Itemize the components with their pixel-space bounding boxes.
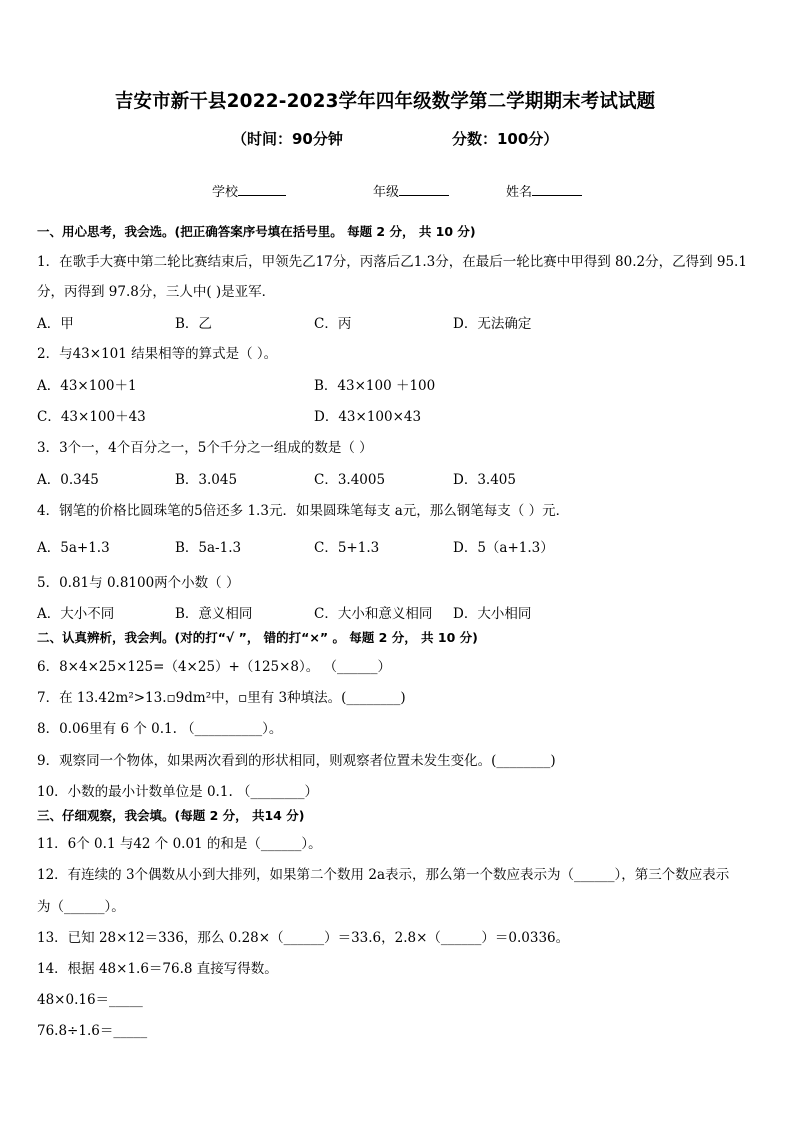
question-10: 10．小数的最小计数单位是 0.1. （________） [37, 784, 319, 800]
question-3: 3．3个一，4个百分之一，5个千分之一组成的数是（ ） [37, 440, 373, 456]
exam-score: 分数：100分） [452, 130, 559, 148]
q1-option-b[interactable]: B．乙 [175, 316, 212, 332]
question-7: 7．在 13.42m²>13.▫9dm²中，▫里有 3种填法。(________) [37, 690, 406, 706]
page-title: 吉安市新干县2022-2023学年四年级数学第二学期期末考试试题 [114, 90, 656, 112]
q5-option-b[interactable]: B．意义相同 [175, 606, 253, 622]
name-blank[interactable] [532, 182, 582, 196]
q1-option-a[interactable]: A．甲 [37, 316, 74, 332]
section-heading: 一、用心思考，我会选。(把正确答案序号填在括号里。 每题 2 分， 共 10 分) [37, 224, 476, 239]
question-1-line1: 1．在歌手大赛中第二轮比赛结束后，甲领先乙17分，丙落后乙1.3分，在最后一轮比赛中甲得到 80.2分，乙得到 95.1 [37, 254, 747, 270]
q5-option-a[interactable]: A．大小不同 [37, 606, 115, 622]
q2-option-a[interactable]: A．43×100＋1 [37, 378, 137, 394]
question-9: 9．观察同一个物体，如果两次看到的形状相同，则观察者位置未发生变化。(________) [37, 753, 556, 769]
q3-option-c[interactable]: C．3.4005 [314, 472, 386, 488]
exam-time: （时间：90分钟 [232, 130, 343, 148]
school-label: 学校 [212, 185, 239, 200]
school-blank[interactable] [238, 182, 286, 196]
question-2: 2．与43×101 结果相等的算式是（ ）。 [37, 346, 278, 362]
q4-option-c[interactable]: C．5+1.3 [314, 540, 380, 556]
section-heading: 二、认真辨析，我会判。(对的打“√ ”， 错的打“×” 。 每题 2 分， 共 10 分) [37, 630, 478, 645]
section-heading: 三、仔细观察，我会填。(每题 2 分， 共14 分) [37, 808, 305, 823]
question-4: 4．钢笔的价格比圆珠笔的5倍还多 1.3元．如果圆珠笔每支 a元，那么钢笔每支（ ）元． [37, 503, 570, 519]
question-14: 14．根据 48×1.6＝76.8 直接写得数。 [37, 961, 278, 977]
grade-field[interactable] [373, 181, 449, 200]
q4-option-b[interactable]: B．5a-1.3 [175, 540, 242, 556]
q2-option-d[interactable]: D．43×100×43 [314, 409, 422, 425]
q3-option-b[interactable]: B．3.045 [175, 472, 238, 488]
question-14-eq2: 76.8÷1.6＝_____ [37, 1023, 148, 1039]
q1-option-c[interactable]: C．丙 [314, 316, 352, 332]
q5-option-c[interactable]: C．大小和意义相同 [314, 606, 433, 622]
question-12-line1: 12．有连续的 3个偶数从小到大排列，如果第二个数用 2a表示，那么第一个数应表示为（______），第三个数应表示 [37, 867, 730, 883]
question-6: 6．8×4×25×125=（4×25）+（125×8）。 （______） [37, 659, 392, 675]
name-field[interactable] [506, 181, 582, 200]
q1-option-d[interactable]: D．无法确定 [453, 316, 532, 332]
q4-option-d[interactable]: D．5（a+1.3） [453, 540, 554, 556]
name-label: 姓名 [506, 185, 533, 200]
q4-option-a[interactable]: A．5a+1.3 [37, 540, 110, 556]
question-1-line2: 分，丙得到 97.8分，三人中( )是亚军． [37, 284, 276, 300]
question-5: 5．0.81与 0.8100两个小数（ ） [37, 575, 240, 591]
question-14-eq1: 48×0.16＝_____ [37, 992, 143, 1008]
q2-option-c[interactable]: C．43×100＋43 [37, 409, 146, 425]
q3-option-d[interactable]: D．3.405 [453, 472, 516, 488]
q5-option-d[interactable]: D．大小相同 [453, 606, 532, 622]
q3-option-a[interactable]: A．0.345 [37, 472, 99, 488]
question-8: 8．0.06里有 6 个 0.1. （__________）。 [37, 721, 283, 737]
question-13: 13．已知 28×12＝336，那么 0.28×（______）＝33.6，2.8×（______）＝0.0336。 [37, 930, 570, 946]
question-11: 11．6个 0.1 与42 个 0.01 的和是（______）。 [37, 836, 322, 852]
grade-label: 年级 [373, 185, 400, 200]
grade-blank[interactable] [399, 182, 449, 196]
school-field[interactable] [212, 181, 286, 200]
question-12-line2: 为（______）。 [37, 899, 125, 915]
q2-option-b[interactable]: B．43×100 ＋100 [314, 378, 436, 394]
